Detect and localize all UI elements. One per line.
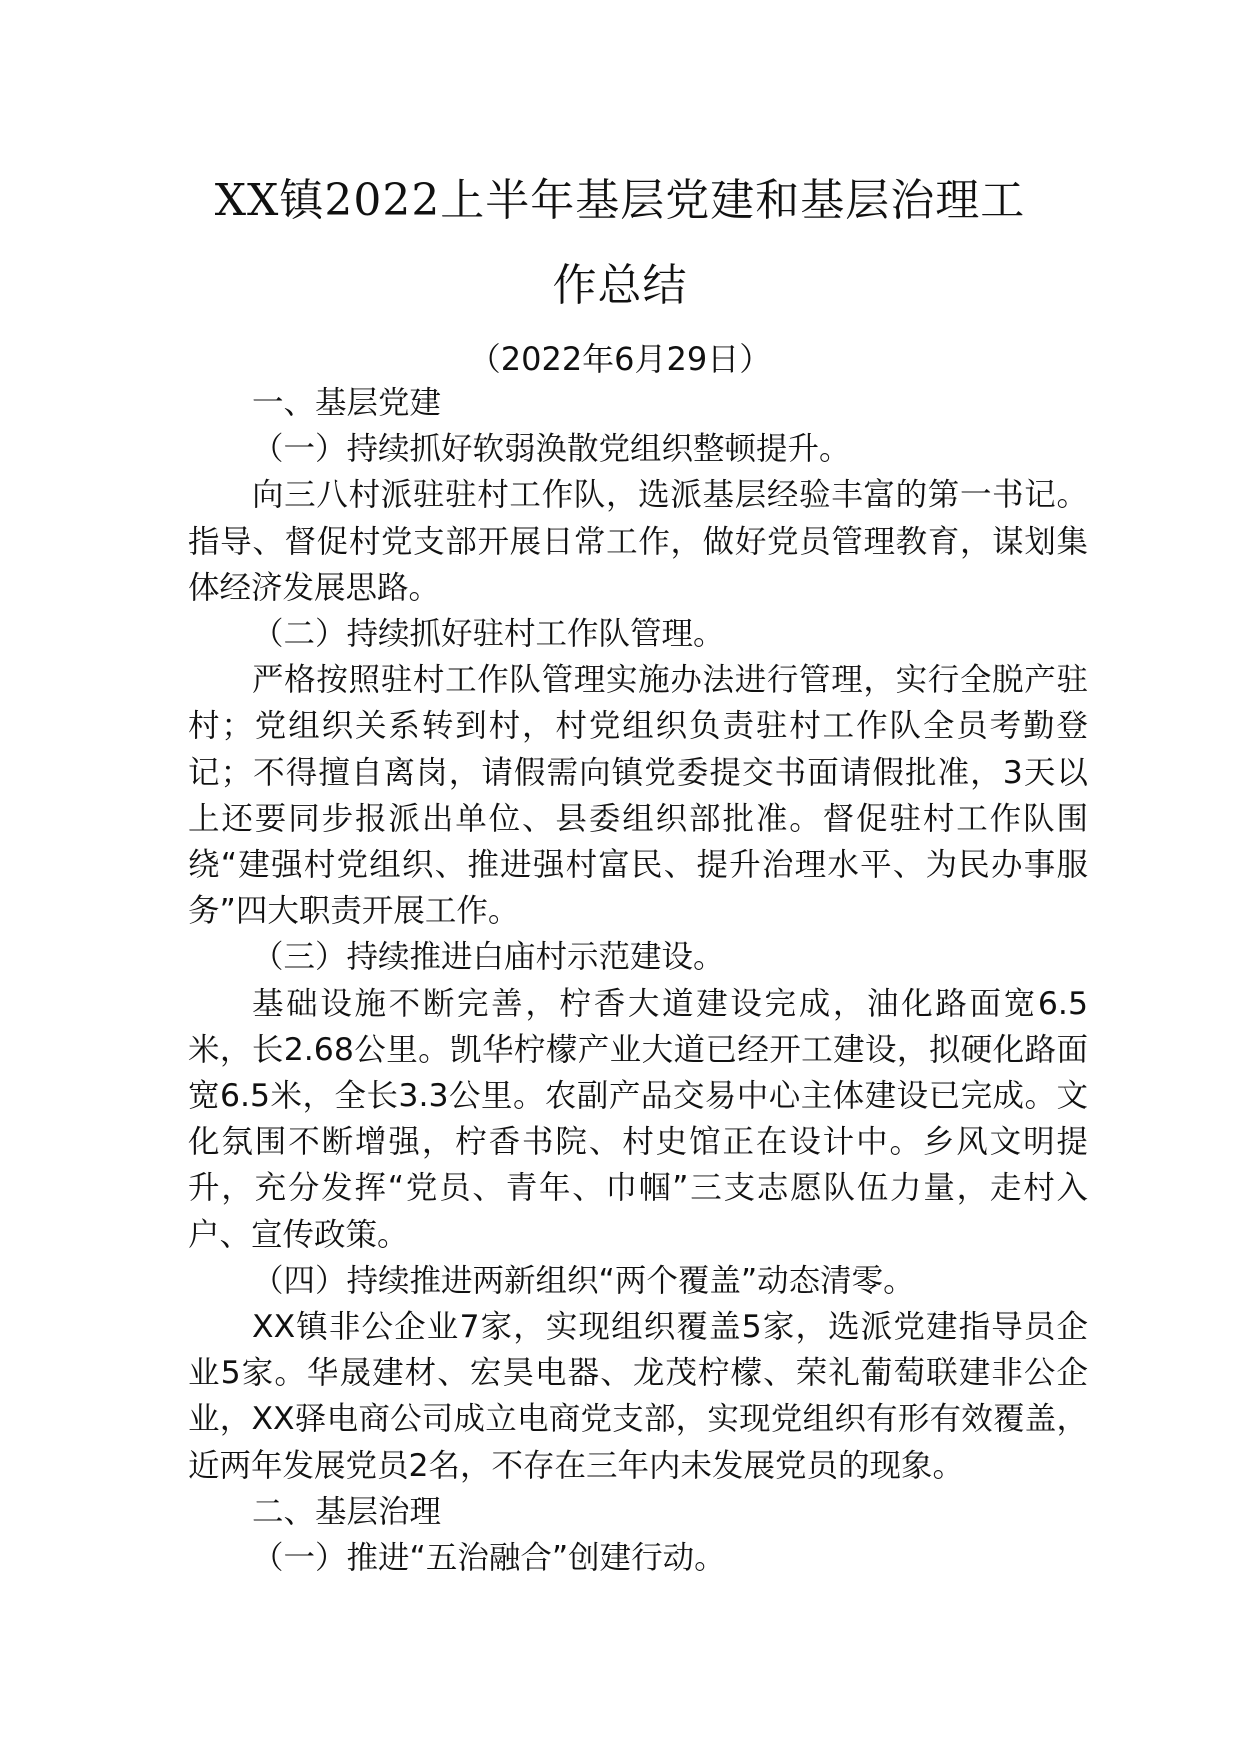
subsection-heading: （二）持续抓好驻村工作队管理。 (252, 616, 725, 653)
document-title-line-1: XX镇2022上半年基层党建和基层治理工 (214, 175, 1026, 226)
subsection-heading: （三）持续推进白庙村示范建设。 (252, 939, 725, 976)
subsection-heading: （一）持续抓好软弱涣散党组织整顿提升。 (252, 431, 851, 468)
paragraph: 严格按照驻村工作队管理实施办法进行管理，实行全脱产驻村；党组织关系转到村，村党组织负责驻村工作队全员考勤登记；不得擅自离岗，请假需向镇党委提交书面请假批准，3天以上还要同步报派出单位、县委组织部批准。督促驻村工作队围绕“建强村党组织、推进强村富民、提升治理水平、为民办事服务”四大职责开展工作。 (188, 662, 1088, 930)
subsection-heading: （一）推进“五治融合”创建行动。 (252, 1540, 726, 1577)
subsection-heading: （四）持续推进两新组织“两个覆盖”动态清零。 (252, 1262, 915, 1299)
section-heading: 一、基层党建 (252, 385, 442, 421)
document-body (188, 380, 1088, 1581)
paragraph: 基础设施不断完善，柠香大道建设完成，油化路面宽6.5米，长2.68公里。凯华柠檬产业大道已经开工建设，拟硬化路面宽6.5米，全长3.3公里。农副产品交易中心主体建设已完成。文化氛围不断增强，柠香书院、村史馆正在设计中。乡风文明提升，充分发挥“党员、青年、巾帼”三支志愿队伍力量，走村入户、宣传政策。 (188, 985, 1088, 1253)
section-heading: 二、基层治理 (252, 1493, 442, 1530)
document-date: （2022年6月29日） (468, 340, 772, 378)
paragraph: XX镇非公企业7家，实现组织覆盖5家，选派党建指导员企业5家。华晟建材、宏昊电器、龙茂柠檬、荣礼葡萄联建非公企业，XX驿电商公司成立电商党支部，实现党组织有形有效覆盖，近两年发展党员2名，不存在三年内未发展党员的现象。 (188, 1309, 1088, 1484)
document-title-line-2: 作总结 (552, 260, 688, 311)
paragraph: 向三八村派驻驻村工作队，选派基层经验丰富的第一书记。指导、督促村党支部开展日常工作，做好党员管理教育，谋划集体经济发展思路。 (188, 477, 1088, 606)
